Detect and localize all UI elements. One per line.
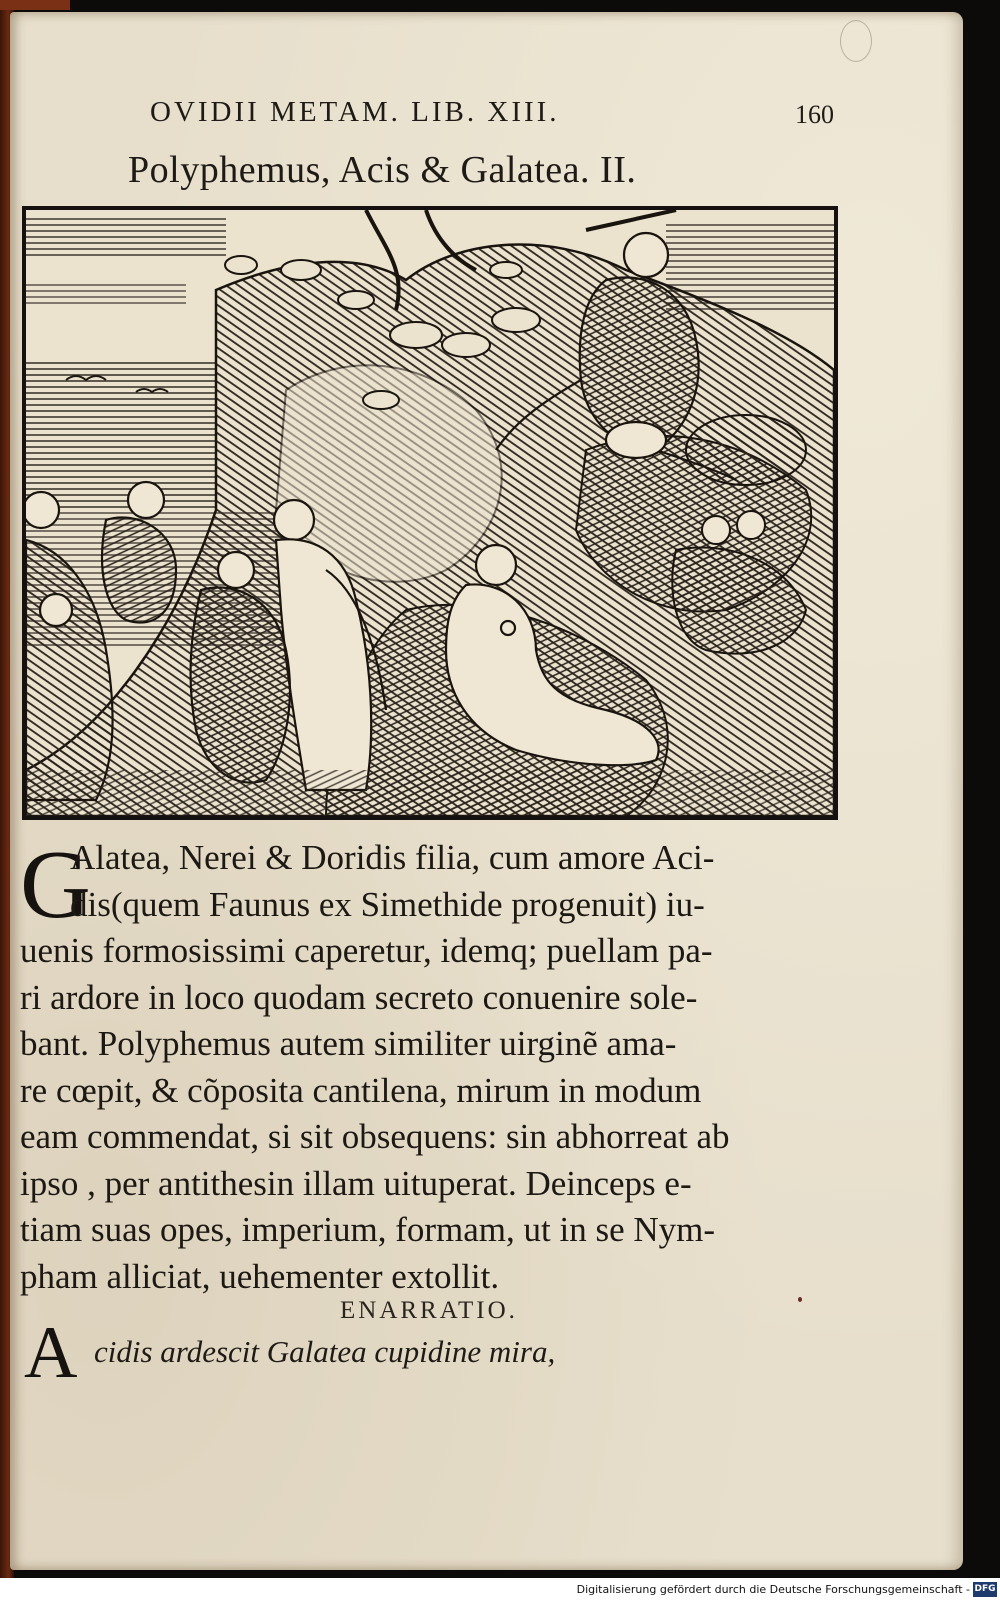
text-line: re cœpit, & cõposita cantilena, mirum in modum bbox=[20, 1070, 702, 1110]
text-line: tiam suas opes, imperium, formam, ut in se Nym- bbox=[20, 1210, 716, 1249]
text-line: uenis formosissimi caperetur, idemq; puellam pa- bbox=[20, 931, 713, 970]
text-line: dis(quem Faunus ex Simethide progenuit) iu- bbox=[70, 884, 705, 924]
text-line: eam commendat, si sit obsequens: sin abhorreat ab bbox=[20, 1117, 730, 1156]
verse-line: cidis ardescit Galatea cupidine mira, bbox=[94, 1334, 556, 1369]
funding-credit: Digitalisierung gefördert durch die Deutsche Forschungsgemeinschaft - bbox=[576, 1583, 970, 1596]
paper-stain bbox=[840, 20, 872, 62]
section-title: Polyphemus, Acis & Galatea. II. bbox=[128, 149, 637, 191]
drop-cap-g: G bbox=[20, 831, 91, 939]
woodcut-drawing bbox=[26, 210, 834, 816]
text-line: Alatea, Nerei & Doridis filia, cum amore Aci- bbox=[70, 838, 715, 877]
enarratio-heading: ENARRATIO. bbox=[340, 1297, 518, 1324]
text-line: bant. Polyphemus autem similiter uirginẽ ama- bbox=[20, 1024, 677, 1063]
text-line: pham alliciat, uehementer extollit. bbox=[20, 1256, 500, 1296]
page-number: 160 bbox=[795, 100, 834, 129]
text-line: ipso , per antithesin illam uituperat. Deinceps e- bbox=[20, 1163, 692, 1203]
dfg-logo-icon: DFG bbox=[973, 1582, 997, 1597]
drop-cap-a: A bbox=[24, 1312, 78, 1394]
text-line: ri ardore in loco quodam secreto conuenire sole- bbox=[20, 977, 698, 1017]
running-head: OVIDII METAM. LIB. XIII. bbox=[150, 96, 560, 128]
woodcut-illustration bbox=[22, 206, 838, 820]
body-paragraph bbox=[20, 831, 850, 1300]
ink-spot bbox=[798, 1297, 802, 1302]
